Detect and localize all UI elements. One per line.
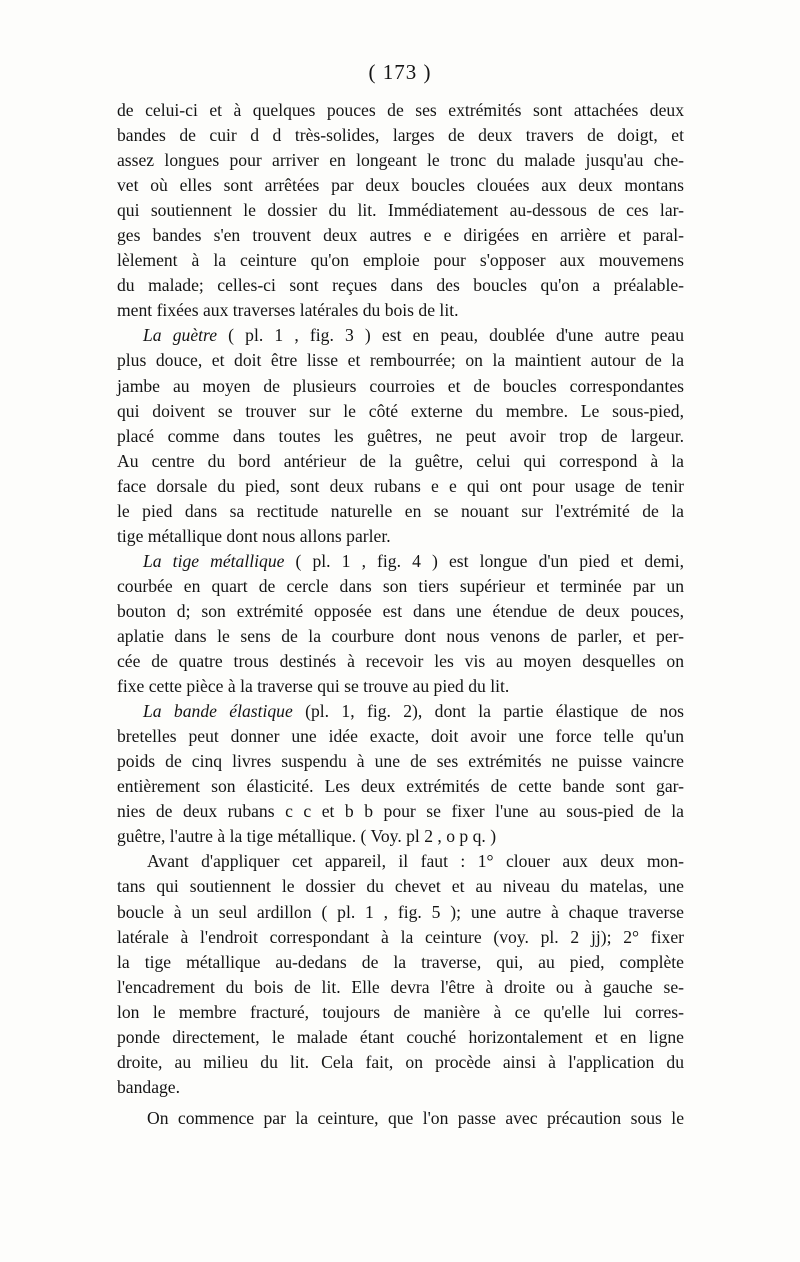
paragraph [117,1106,684,1131]
text-line: boucle à un seul ardillon ( pl. 1 , fig. 5 ); une autre à chaque traverse [117,901,684,922]
text-line [117,699,684,724]
text-line: ponde directement, le malade étant couché horizontalement et en ligne [117,1026,684,1047]
body-text [117,98,684,1131]
text-line: cée de quatre trous destinés à recevoir les vis au moyen desquelles on [117,651,684,672]
text-line: nies de deux rubans c c et b b pour se fixer l'une au sous-pied de la [117,801,684,822]
page-number: ( 173 ) [368,60,432,84]
text-line: du malade; celles-ci sont reçues dans des boucles qu'on a préalable- [117,275,684,296]
paragraph [117,549,684,699]
text-line: courbée en quart de cercle dans son tiers supérieur et terminée par un [117,575,684,596]
text-run: ( pl. 1 , fig. 3 ) est en peau, doublée d'une autre peau [217,325,684,346]
text-line: le pied dans sa rectitude naturelle en se nouant sur l'extrémité de la [117,500,684,521]
text-line: placé comme dans toutes les guêtres, ne peut avoir trop de largeur. [117,425,684,446]
text-line: Au centre du bord antérieur de la guêtre, celui qui correspond à la [117,450,684,471]
text-line: bandes de cuir d d très-solides, larges de deux travers de doigt, et [117,125,684,146]
text-line: ment fixées aux traverses latérales du bois de lit. [117,300,459,321]
text-line: jambe au moyen de plusieurs courroies et de boucles correspondantes [117,375,684,396]
text-line: lèlement à la ceinture qu'on emploie pour s'opposer aux mouvemens [117,250,684,271]
text-line: latérale à l'endroit correspondant à la ceinture (voy. pl. 2 jj); 2° fixer [117,926,684,947]
text-line: droite, au milieu du lit. Cela fait, on procède ainsi à l'application du [117,1051,684,1072]
text-line: la tige métallique au-dedans de la traverse, qui, au pied, complète [117,951,684,972]
text-line: bretelles peut donner une idée exacte, doit avoir une force telle qu'un [117,726,684,747]
text-line: On commence par la ceinture, que l'on passe avec précaution sous le [147,1107,684,1128]
text-line: plus douce, et doit être lisse et rembourrée; on la maintient autour de la [117,350,684,371]
text-line: tans qui soutiennent le dossier du chevet et au niveau du matelas, une [117,876,684,897]
paragraph-heading: La tige métallique [143,550,285,571]
paragraph-heading: La bande élastique [143,701,293,722]
text-run: (pl. 1, fig. 2), dont la partie élastique de nos [292,701,684,722]
text-line: bandage. [117,1076,181,1097]
text-line: Avant d'appliquer cet appareil, il faut : 1° clouer aux deux mon- [147,851,684,872]
text-line [117,323,684,348]
paragraph [117,98,684,323]
paragraph [117,323,684,548]
text-line: fixe cette pièce à la traverse qui se trouve au pied du lit. [117,676,510,697]
text-line: poids de cinq livres suspendu à une de ses extrémités ne puisse vaincre [117,751,684,772]
text-line [117,549,684,574]
text-run: ( pl. 1 , fig. 4 ) est longue d'un pied et demi, [284,550,684,571]
text-line: aplatie dans le sens de la courbure dont nous venons de parler, et per- [117,625,684,646]
text-line: entièrement son élasticité. Les deux extrémités de cette bande sont gar- [117,776,684,797]
text-line: l'encadrement du bois de lit. Elle devra l'être à droite ou à gauche se- [117,976,684,997]
paragraph-heading: La guètre [143,325,218,346]
paragraph [117,699,684,849]
text-line: guêtre, l'autre à la tige métallique. ( Voy. pl 2 , o p q. ) [117,826,497,847]
text-line: ges bandes s'en trouvent deux autres e e dirigées en arrière et paral- [117,225,684,246]
text-line: tige métallique dont nous allons parler. [117,525,391,546]
text-line: lon le membre fracturé, toujours de manière à ce qu'elle lui corres- [117,1001,684,1022]
paragraph [117,849,684,1099]
text-line: qui doivent se trouver sur le côté externe du membre. Le sous-pied, [117,400,684,421]
text-line: assez longues pour arriver en longeant le tronc du malade jusqu'au che- [117,150,684,171]
text-line: qui soutiennent le dossier du lit. Immédiatement au-dessous de ces lar- [117,200,684,221]
text-line: de celui-ci et à quelques pouces de ses extrémités sont attachées deux [117,100,684,120]
text-line: vet où elles sont arrêtées par deux boucles clouées aux deux montans [117,175,684,196]
text-line: bouton d; son extrémité opposée est dans une étendue de deux pouces, [117,600,684,621]
text-line: face dorsale du pied, sont deux rubans e e qui ont pour usage de tenir [117,475,684,496]
